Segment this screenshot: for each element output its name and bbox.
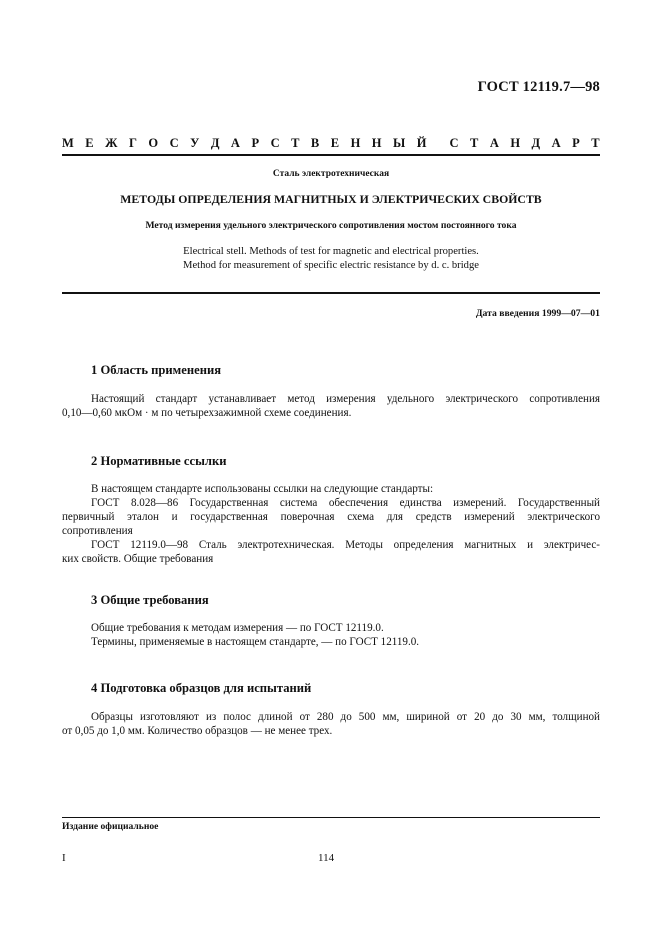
paragraph-line: Общие требования к методам измерения — по ГОСТ 12119.0. [91,622,384,634]
banner-letter: В [310,136,320,150]
introduction-date: Дата введения 1999—07—01 [475,308,600,319]
banner-letter: Т [591,136,600,150]
reference-line: ГОСТ 8.028—86 Государственная система обеспечения единства измерений. Государственный [91,497,600,509]
banner-letter: А [551,136,561,150]
document-title: МЕТОДЫ ОПРЕДЕЛЕНИЯ МАГНИТНЫХ И ЭЛЕКТРИЧЕСКИХ СВОЙСТВ [120,192,542,206]
section-heading: 3 Общие требования [91,593,209,607]
banner-letter: Н [371,136,382,150]
material-subtitle: Сталь электротехническая [272,169,390,179]
title-divider [62,292,600,294]
page-number: 114 [318,852,335,864]
banner-letter: М [62,136,74,150]
banner-letter: Т [291,136,300,150]
paragraph-line: В настоящем стандарте использованы ссылки на следующие стандарты: [91,483,434,495]
banner-letter: Н [350,136,361,150]
paragraph-line: Термины, применяемые в настоящем стандарте, — по ГОСТ 12119.0. [91,636,420,648]
paragraph-line: Настоящий стандарт устанавливает метод измерения удельного электрического сопротивления [91,393,600,405]
banner-letter: Ж [105,136,118,150]
method-subtitle: Метод измерения удельного электрического сопротивления мостом постоянного тока [145,220,517,231]
reference-line: ГОСТ 12119.0—98 Сталь электротехническая. Методы определения магнитных и электричес- [91,539,600,551]
edition-mark: I [62,852,66,864]
footer-divider [62,817,600,818]
reference-line: ких свойств. Общие требования [62,553,214,565]
banner-letter: Р [251,136,260,150]
official-edition-label: Издание официальное [62,821,159,832]
banner-letter: Д [210,136,220,150]
banner-letter: А [489,136,499,150]
reference-line: первичный эталон и государственная поверочная схема для средств измерений электрического [62,511,600,523]
banner-letter: У [190,136,200,150]
banner-letter: Й [416,136,427,150]
banner-letter: Р [572,136,580,150]
banner-letter: С [270,136,280,150]
section-heading: 4 Подготовка образцов для испытаний [91,681,312,695]
top-divider [62,154,600,156]
section-heading: 2 Нормативные ссылки [91,454,227,468]
paragraph-line: Образцы изготовляют из полос длиной от 280 до 500 мм, шириной от 20 до 30 мм, толщиной [91,711,600,723]
banner-letter: Н [510,136,521,150]
banner-letter: Ы [393,136,406,150]
section-heading: 1 Область применения [91,363,222,377]
english-title-line: Method for measurement of specific electric resistance by d. c. bridge [183,260,479,271]
banner-letter: О [148,136,159,150]
gost-number: ГОСТ 12119.7—98 [477,79,600,95]
banner-letter: А [230,136,240,150]
banner-letter: Т [469,136,479,150]
standard-type-banner [62,136,600,151]
banner-letter: Е [330,136,340,150]
banner-letter: Д [531,136,541,150]
paragraph-line: 0,10—0,60 мкОм · м по четырехзажимной схеме соединения. [62,407,352,419]
banner-letter: Г [128,136,137,150]
banner-letter: С [449,136,459,150]
paragraph-line: от 0,05 до 1,0 мм. Количество образцов — не менее трех. [62,725,333,737]
banner-letter: Е [85,136,94,150]
banner-letter: С [169,136,179,150]
english-title-line: Electrical stell. Methods of test for magnetic and electrical properties. [183,246,479,257]
reference-line: сопротивления [62,525,133,537]
